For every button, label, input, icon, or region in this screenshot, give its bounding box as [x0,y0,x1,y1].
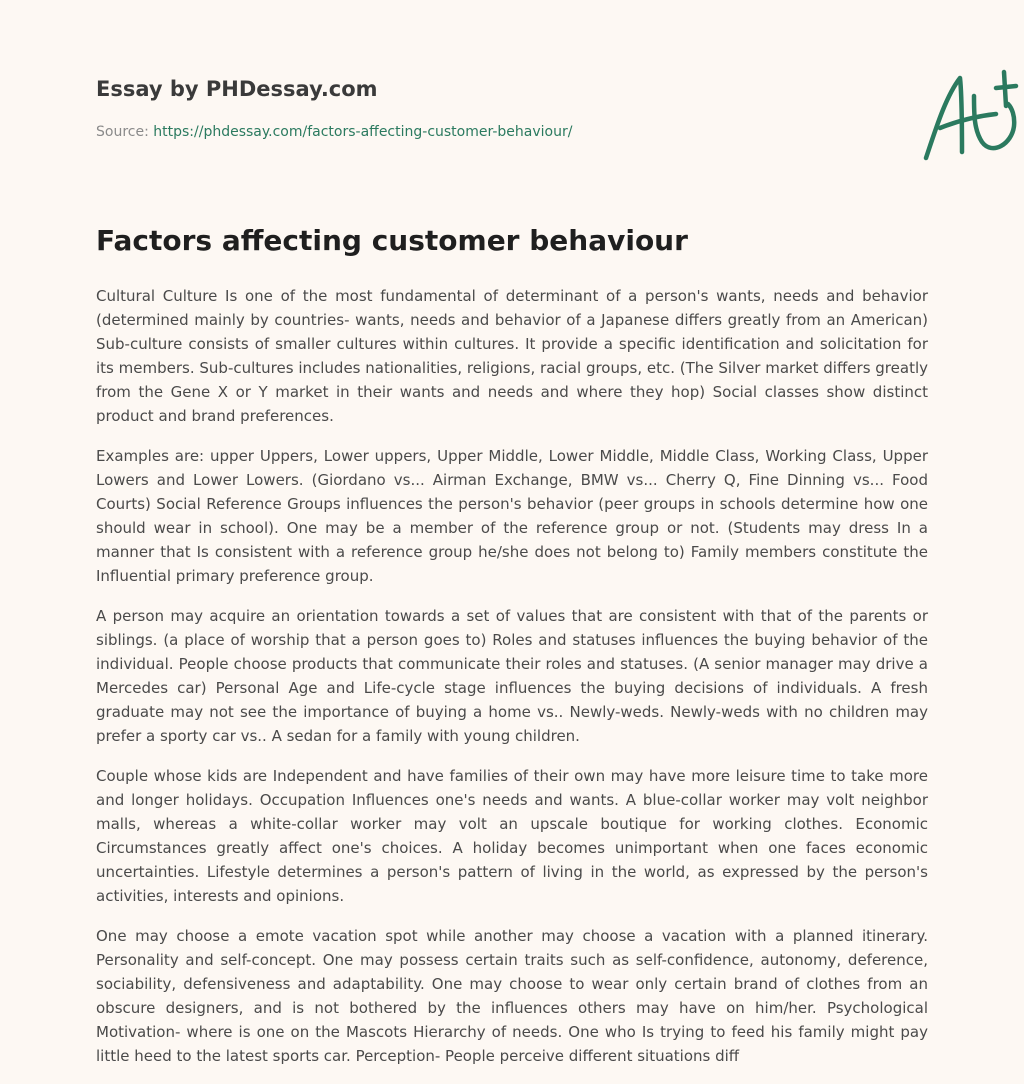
essay-paragraph: Cultural Culture Is one of the most fundamental of determinant of a person's wants, needs and behavior (determined mainly by countries- wants, needs and behavior of a Japanese differs greatly from an American) Sub-culture consists of smaller cultures within cultures. It provide a specific identification and solicitation for its members. Sub-cultures includes nationalities, religions, racial groups, etc. (The Silver market differs greatly from the Gene X or Y market in their wants and needs and where they hop) Social classes show distinct product and brand preferences. [96,287,928,425]
essay-paragraph: Couple whose kids are Independent and have families of their own may have more leisure time to take more and longer holidays. Occupation Influences one's needs and wants. A blue-collar worker may volt neighbor malls, whereas a white-collar worker may volt an upscale boutique for working clothes. Economic Circumstances greatly affect one's choices. A holiday becomes unimportant when one faces economic uncertainties. Lifestyle determines a person's pattern of living in the world, as expressed by the person's activities, interests and opinions. [96,767,928,905]
source-line [96,124,572,140]
essay-title: Factors affecting customer behaviour [96,224,688,257]
brand-title: Essay by PHDessay.com [96,77,378,101]
essay-paragraph: One may choose a emote vacation spot while another may choose a vacation with a planned itinerary. Personality and self-concept. One may possess certain traits such as self-confidence, autonomy, deference, sociability, defensiveness and adaptability. One may choose to wear only certain brand of clothes from an obscure designers, and is not bothered by the influences others may have on him/her. Psychological Motivation- where is one on the Mascots Hierarchy of needs. One who Is trying to feed his family might pay little heed to the latest sports car. Perception- People perceive different situations diff [96,927,928,1065]
source-label: Source: [96,124,154,140]
a-plus-icon [916,66,1024,166]
essay-paragraph: A person may acquire an orientation towards a set of values that are consistent with that of the parents or siblings. (a place of worship that a person goes to) Roles and statuses influences the buying behavior of the individual. People choose products that communicate their roles and statuses. (A senior manager may drive a Mercedes car) Personal Age and Life-cycle stage influences the buying decisions of individuals. A fresh graduate may not see the importance of buying a home vs.. Newly-weds. Newly-weds with no children may prefer a sporty car vs.. A sedan for a family with young children. [96,607,928,745]
source-link[interactable]: https://phdessay.com/factors-affecting-customer-behaviour/ [153,124,573,140]
essay-paragraph: Examples are: upper Uppers, Lower uppers, Upper Middle, Lower Middle, Middle Class, Working Class, Upper Lowers and Lower Lowers. (Giordano vs... Airman Exchange, BMW vs... Cherry Q, Fine Dinning vs... Food Courts) Social Reference Groups influences the person's behavior (peer groups in schools determine how one should wear in school). One may be a member of the reference group or not. (Students may dress In a manner that Is consistent with a reference group he/she does not belong to) Family members constitute the Influential primary preference group. [96,447,928,585]
essay-body [96,284,928,1084]
